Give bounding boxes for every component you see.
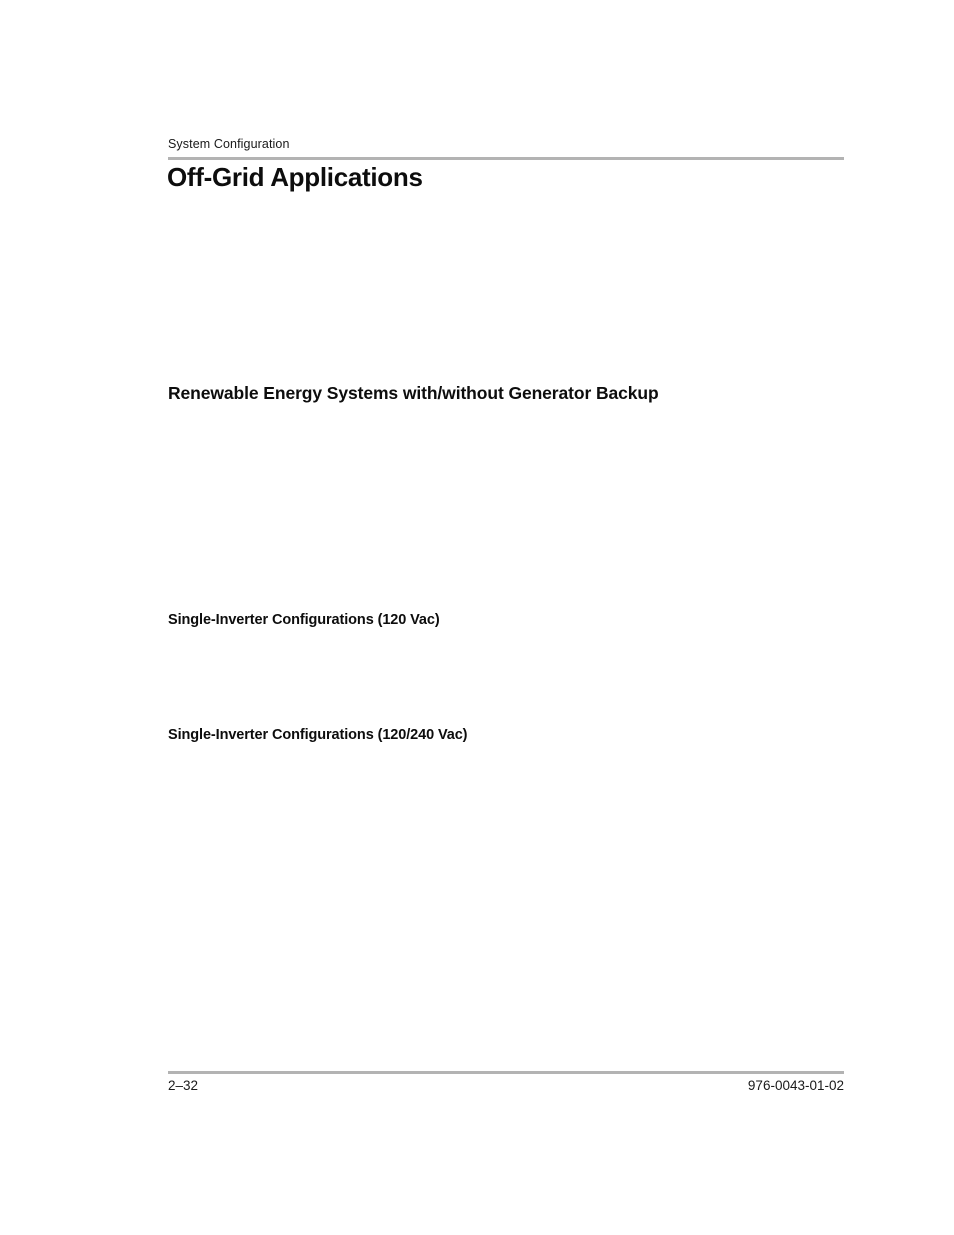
subsection-heading-single-inverter-120-240: Single-Inverter Configurations (120/240 Vac) [168,727,468,743]
footer-rule [168,1071,844,1074]
chapter-title: Off-Grid Applications [167,162,423,192]
running-header-section-label: System Configuration [168,137,290,151]
footer-page-number: 2–32 [168,1078,199,1093]
header-rule [168,157,844,160]
section-heading-renewable-energy: Renewable Energy Systems with/without Generator Backup [168,383,659,403]
subsection-heading-single-inverter-120: Single-Inverter Configurations (120 Vac) [168,612,440,628]
footer-document-number: 976-0043-01-02 [747,1078,844,1093]
